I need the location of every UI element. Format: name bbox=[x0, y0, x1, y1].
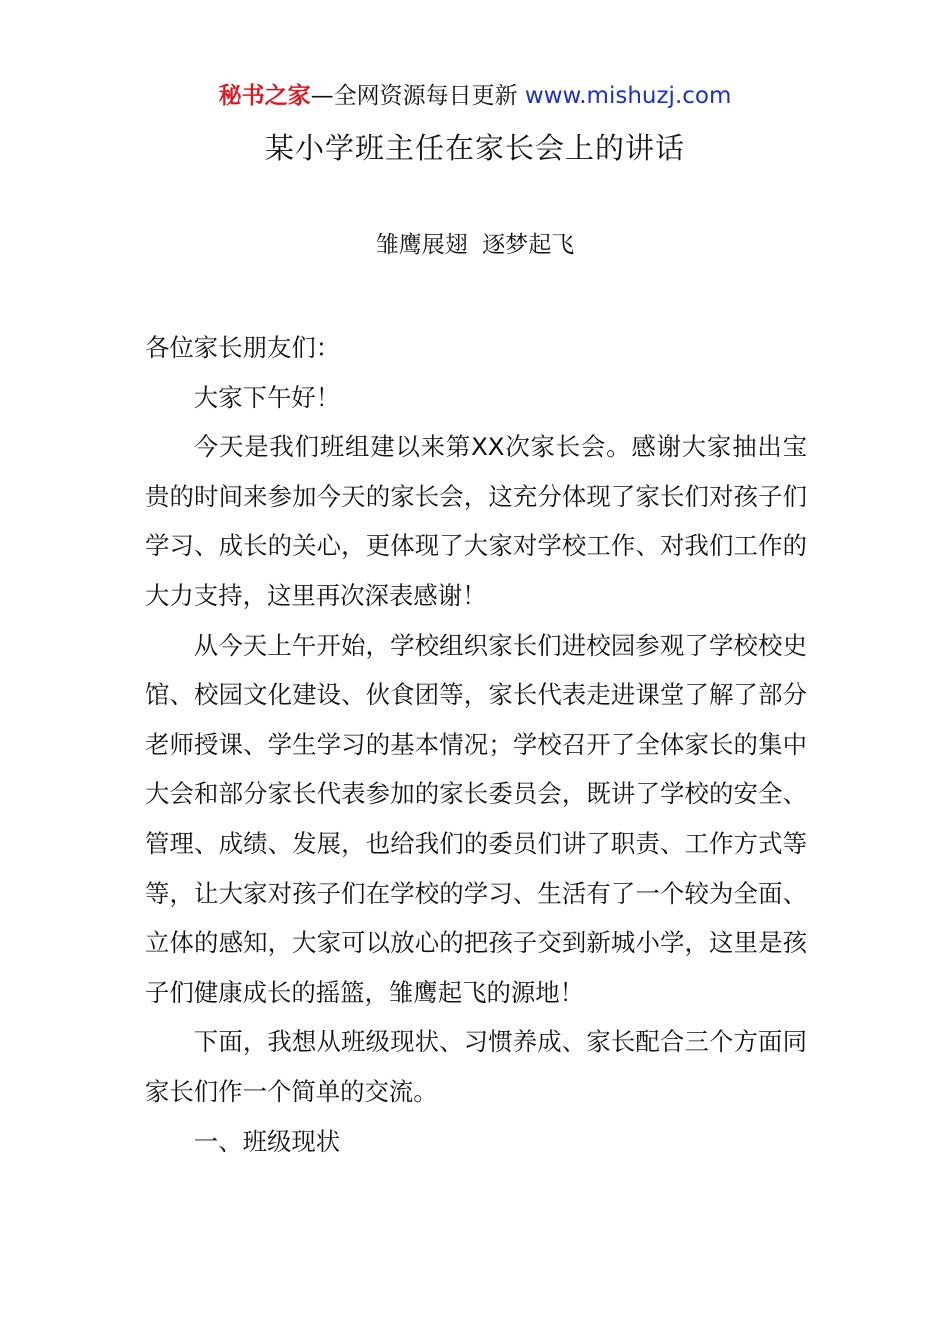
paragraph-activities: 从今天上午开始，学校组织家长们进校园参观了学校校史馆、校园文化建设、伙食团等，家长代表走进课堂了解了部分老师授课、学生学习的基本情况；学校召开了全体家长的集中大会和部分家长代表参加的家长委员会，既讲了学校的安全、管理、成绩、发展，也给我们的委员们讲了职责、工作方式等等，让大家对孩子们在学校的学习、生活有了一个较为全面、立体的感知，大家可以放心的把孩子交到新城小学，这里是孩子们健康成长的摇篮，雏鹰起飞的源地！ bbox=[145, 630, 807, 1007]
site-url[interactable]: www.mishuzj.com bbox=[524, 83, 732, 109]
document-subtitle: 雏鹰展翅 逐梦起飞 bbox=[375, 232, 575, 258]
paragraph-thanks: 今天是我们班组建以来第XX次家长会。感谢大家抽出宝贵的时间来参加今天的家长会，这充分体现了家长们对孩子们学习、成长的关心，更体现了大家对学校工作、对我们工作的大力支持，这里再次深表感谢！ bbox=[145, 432, 807, 610]
salutation: 各位家长朋友们： bbox=[145, 333, 341, 362]
site-header bbox=[0, 80, 950, 112]
paragraph-outline: 下面，我想从班级现状、习惯养成、家长配合三个方面同家长们作一个简单的交流。 bbox=[145, 1027, 807, 1106]
document-body bbox=[145, 323, 807, 1166]
paragraph-greeting: 大家下午好！ bbox=[193, 382, 341, 412]
section-heading: 一、班级现状 bbox=[193, 1126, 341, 1156]
header-slogan: —全网资源每日更新 bbox=[310, 83, 525, 109]
brand-name: 秘书之家 bbox=[218, 83, 311, 109]
document-title: 某小学班主任在家长会上的讲话 bbox=[264, 131, 685, 165]
